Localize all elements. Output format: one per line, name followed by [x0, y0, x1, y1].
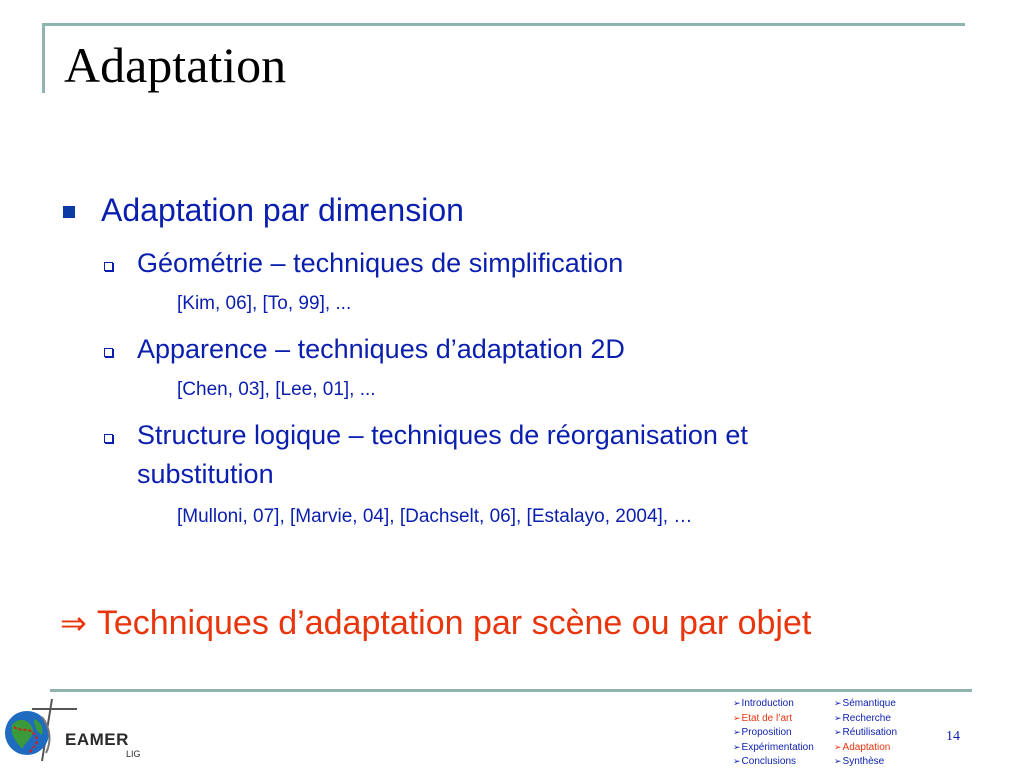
reference-text: [Chen, 03], [Lee, 01], ...	[177, 379, 376, 400]
nav-item-recherche[interactable]: ➢Recherche	[834, 712, 897, 727]
nav-item-conclusions[interactable]: ➢Conclusions	[733, 755, 814, 770]
subitem-label: Géométrie – techniques de simplification	[137, 248, 624, 278]
page-number: 14	[946, 729, 960, 744]
nav-item-adaptation[interactable]: ➢Adaptation	[834, 741, 897, 756]
nav-column-1	[733, 697, 814, 770]
nav-item-introduction[interactable]: ➢Introduction	[733, 697, 814, 712]
hollow-square-bullet-icon	[104, 262, 113, 271]
nav-item-proposition[interactable]: ➢Proposition	[733, 726, 814, 741]
arrowhead-bullet-icon: ➢	[834, 713, 842, 724]
arrowhead-bullet-icon: ➢	[733, 699, 741, 709]
nav-item-reutilisation[interactable]: ➢Réutilisation	[834, 726, 897, 741]
nav-item-synthese[interactable]: ➢Synthèse	[834, 755, 897, 770]
subitem-label: Apparence – techniques d’adaptation 2D	[137, 334, 625, 364]
conclusion-text: Techniques d’adaptation par scène ou par objet	[96, 604, 812, 642]
hollow-square-bullet-icon	[104, 434, 113, 443]
arrowhead-bullet-icon: ➢	[733, 713, 741, 724]
arrowhead-bullet-icon: ➢	[834, 757, 842, 767]
arrowhead-bullet-icon: ➢	[834, 742, 842, 753]
nav-item-experimentation[interactable]: ➢Expérimentation	[733, 741, 814, 756]
reference-text: [Mulloni, 07], [Marvie, 04], [Dachselt, 06], [Estalayo, 2004], …	[177, 506, 693, 527]
frame-left-line	[42, 23, 45, 93]
arrowhead-bullet-icon: ➢	[733, 742, 741, 753]
arrowhead-bullet-icon: ➢	[733, 757, 741, 767]
logo-text: EAMER	[65, 730, 129, 749]
slide-title: Adaptation	[64, 37, 287, 93]
subitem-label: Structure logique – techniques de réorganisation et	[137, 420, 748, 450]
square-bullet-icon	[63, 206, 75, 218]
implies-arrow-icon: ⇒	[60, 604, 87, 642]
arrowhead-bullet-icon: ➢	[733, 728, 741, 738]
nav-item-etat-de-lart[interactable]: ➢Etat de l’art	[733, 712, 814, 727]
nav-item-semantique[interactable]: ➢Sémantique	[834, 697, 897, 712]
subitem-label: substitution	[137, 459, 274, 489]
nav-column-2	[834, 697, 897, 770]
hollow-square-bullet-icon	[104, 348, 113, 357]
logo-subtext: LIG	[126, 749, 141, 759]
conclusion	[60, 600, 811, 646]
arrowhead-bullet-icon: ➢	[834, 728, 842, 738]
arrowhead-bullet-icon: ➢	[834, 699, 842, 709]
bullet-label: Adaptation par dimension	[101, 192, 464, 228]
reference-text: [Kim, 06], [To, 99], ...	[177, 293, 352, 314]
frame-top-line	[44, 23, 965, 26]
footer-line	[50, 689, 972, 692]
